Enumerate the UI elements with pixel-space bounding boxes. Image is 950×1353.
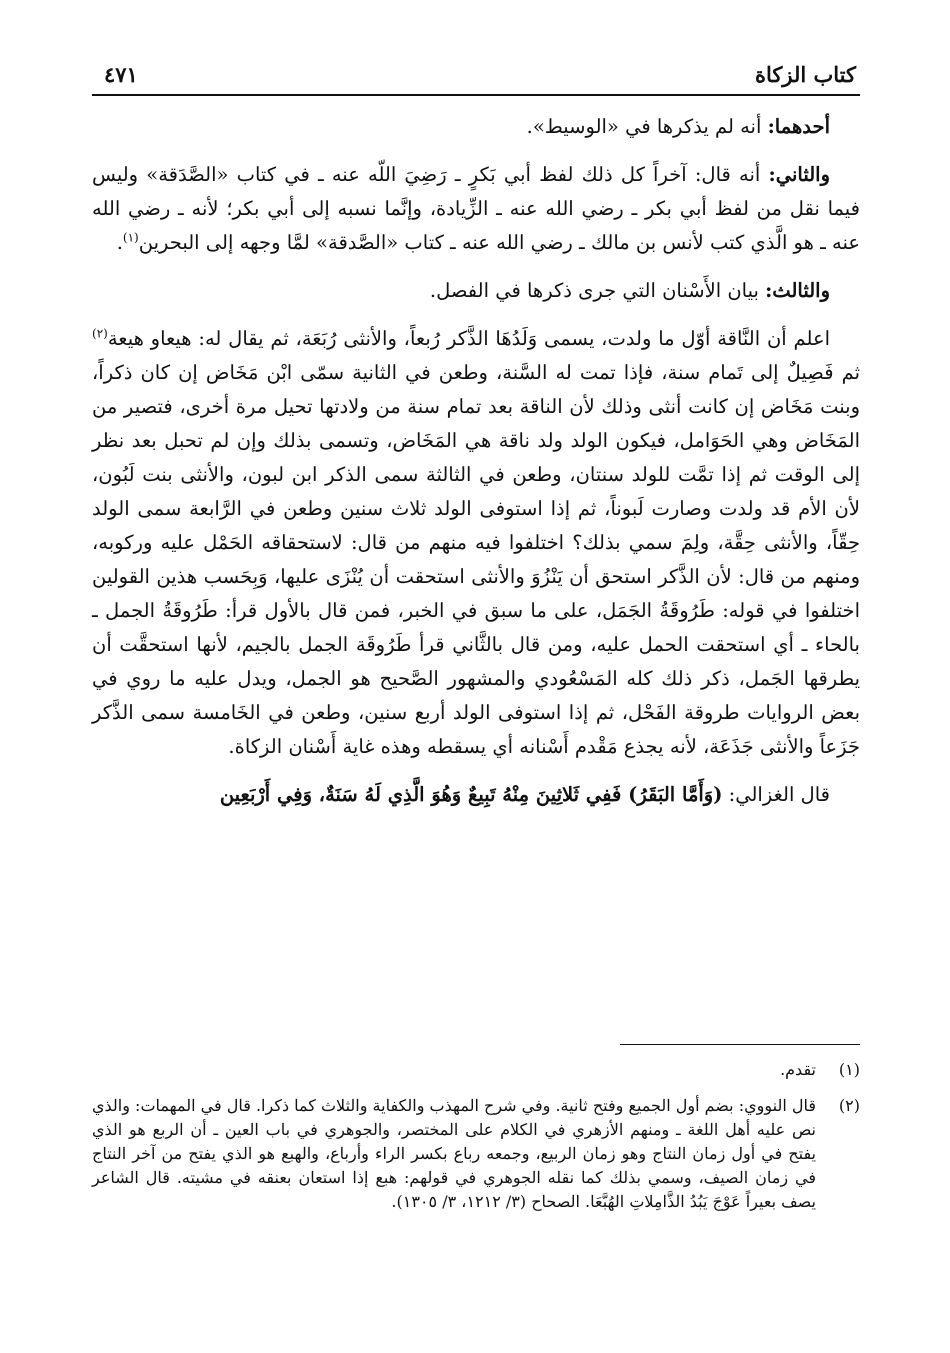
footnote-number: (١) — [838, 1060, 860, 1079]
paragraph-second — [92, 158, 860, 260]
paragraph-lead: والثاني: — [768, 163, 830, 186]
paragraph-lead: أحدهما: — [767, 115, 830, 138]
paragraph-lead: والثالث: — [765, 279, 830, 302]
footnote-separator — [620, 1044, 860, 1045]
page-number: ٤٧١ — [104, 62, 138, 87]
running-title: كتاب الزكاة — [754, 62, 856, 87]
paragraph-third — [92, 274, 860, 308]
paragraph-ghazali — [92, 778, 860, 812]
paragraph-tail: ثم فَصِيلٌ إلى تَمام سنة، فإذا تمت له السَّنة، وطعن في الثانية سمّى ابْن مَخَاض إن كان ذكراً، وبنت مَخَاض إن كانت أنثى وذلك لأن الناقة بعد تمام سنة من ولادتها تحيل مرة أخرى، فتصير من المَخَاض وهي الحَوَامل، فيكون الولد ولد ناقة هي المَخَاض، وتسمى بذلك وإن لم تحبل بعد نظر إلى الوقت ثم إذا تمَّت للولد سنتان، وطعن في الثالثة سمى الذكر ابن لبون، والأنثى بنت لَبُون، لأن الأم قد ولدت وصارت لَبوناً، ثم إذا استوفى الولد ثلاث سنين وطعن في الرَّابعة سمى الولد حِقّاً، والأنثى حِقَّة، ولِمَ سمي بذلك؟ اختلفوا فيه منهم من قال: لاستحقاقه الحَمْل عليه وركوبه، ومنهم من قال: لأن الذَّكر استحق أن يَنْزُوَ والأنثى استحقت أن يُنْزَى عليها، وَبِحَسب هذين القولين اختلفوا في قوله: طَرُوقَةُ الجَمَل، على ما سبق في الخبر، فمن قال بالأول قرأ: طَرُوقَةُ الجمل ـ بالحاء ـ أي استحقت الحمل عليه، ومن قال بالثَّاني قرأ طَرُوقَة الجمل بالجيم، لأنها استحقَّت أن يطرقها الجَمل، ذكر ذلك كله المَسْعُودي والمشهور الصَّحيح هو الجمل، ويدل عليه ما روي في بعض الروايات طروقة الفَحْل، ثم إذا استوفى الولد أربع سنين، وطعن في الخَامسة سمى الذَّكر جَزَعاً والأنثى جَذَعَة، لأنه يجذع مَقْدم أَسْنانه أي يسقطه وهذه غاية أَسْنان الزكاة. — [92, 361, 860, 758]
paragraph-text: اعلم أن النَّاقة أوّل ما ولدت، يسمى وَلَدُهَا الذَّكر رُبعاً، والأنثى رُبَعَة، ثم يقال له: هيعاو هيعة — [107, 327, 830, 350]
paragraph-text: أنه قال: آخراً كل ذلك لفظ أبي بَكرٍ ـ رَضِيَ اللّه عنه ـ في كتاب «الصَّدَقة» وليس فيما نقل من لفظ أبي بكر ـ رضي الله عنه ـ الزِّيادة، وإنَّما نسبه إلى أبي بكر؛ لأنه ـ رضي الله عنه ـ هو الَّذي كتب لأنس بن مالك ـ رضي الله عنه ـ كتاب «الصَّدقة» لمَّا وجهه إلى البحرين — [92, 163, 860, 254]
main-text — [92, 110, 860, 826]
footnote-text: قال النووي: بضم أول الجميع وفتح ثانية. وفي شرح المهذب والكفاية والثلاث كما ذكرا. قال في المهمات: والذي نص عليه أهل اللغة ـ ومنهم الأزهري في الكلام على المختصر، والجوهري في باب العين ـ أن الربع هو الذي يفتح في أول زمان النتاج وهو زمان الربيع، وجمعه رباع بكسر الراء وأرباع، والهبع هو الذي يفتح من آخر النتاج في زمان الصيف، وسمي بذلك كما نقله الجوهري في قولهم: هبع إذا استعان بعنقه في مشيته. قال الشاعر يصف بعيراً عَوْجَ يَبُدُ الذَّامِلاتِ الهُبَّعَا. الصحاح (٣/ ١٢١٢، ٣/ ١٣٠٥). — [92, 1096, 816, 1211]
paragraph-camel-ages — [92, 322, 860, 764]
footnote-marker: (٢) — [92, 326, 108, 341]
footnote-text: تقدم. — [780, 1060, 816, 1079]
footnotes — [92, 1058, 860, 1226]
footnote-item — [92, 1094, 860, 1214]
paragraph-text: أنه لم يذكرها في «الوسيط». — [526, 115, 768, 138]
paragraph-tail: . — [116, 231, 123, 254]
paragraph-text: قال الغزالي: — [722, 783, 830, 806]
footnote-number: (٢) — [838, 1096, 860, 1115]
paragraph-first — [92, 110, 860, 144]
paragraph-text: بيان الأَسْنان التي جرى ذكرها في الفصل. — [429, 279, 766, 302]
footnote-item — [92, 1058, 860, 1082]
quoted-matn: (وَأَمَّا البَقَرُ) فَفِي ثَلاثِينَ مِنْهُ تَبِيعٌ وَهُوَ الَّذِي لَهُ سَنَةٌ، وَفِي أَرْبَعِين — [219, 783, 723, 806]
header-rule — [92, 94, 860, 96]
footnote-marker: (١) — [122, 230, 139, 245]
page-header — [92, 60, 860, 96]
book-page — [92, 40, 860, 1330]
